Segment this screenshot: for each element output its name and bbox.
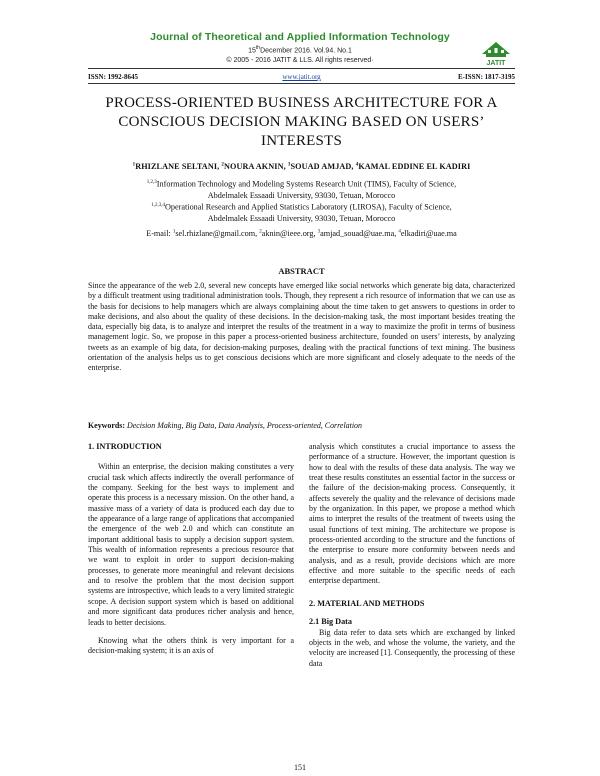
author-list: $^1$RHIZLANE SELTANI, $^2$NOURA AKNIN, $^3$SOUAD AMJAD, $^4$KAMAL EDDINE EL KADIRI [132,162,471,171]
paragraph: Big data refer to data sets which are exchanged by linked objects in the web, and whose the volume, the variety, and the velocity are increased [1]. Consequently, the processing of these data [309,627,515,668]
right-column [309,442,515,669]
paragraph: Knowing what the others think is very important for a decision-making system; it is an axis of [88,635,294,656]
section-heading-introduction: 1. INTRODUCTION [88,442,162,451]
abstract-heading: ABSTRACT [278,266,325,276]
paragraph: analysis which constitutes a crucial importance to assess the performance of a structure. However, the important question is how to deal with the results of these data analysis. The way we treat these results constitutes an essential factor in the success or the failure of the decision-making process. Consequently, it affects severely the quality and the relevance of decisions made by the organization. In this paper, we propose a method which aims to interpret the results of the treatment of tweets using the usual functions of text mining. The architecture we propose is process-oriented according to the structure and the functions of the enterprise to ensure more conformity between needs and analysis, and as a result, provide decisions which are more effective and more suitable to the specific needs of each enterprise department. [309,442,515,586]
affiliation-2: $^{1,2,3,4}$Operational Research and Applied Statistics Laboratory (LIROSA), Faculty of Science, Abdelmalek Essaadi University, 93030, Tetuan, Morocco [151,202,452,223]
eissn: E-ISSN: 1817-3195 [458,73,515,81]
keywords: Keywords: Decision Making, Big Data, Data Analysis, Process-oriented, Correlation [88,421,362,430]
email-line: E-mail: $^1$sel.rhizlane@gmail.com, $^2$aknin@ieee.org, $^3$amjad_souad@uae.ma, $^4$elkadiri@uae.ma [146,229,457,238]
header-rule-bottom [88,83,515,84]
paragraph: Within an enterprise, the decision making constitutes a very crucial task which affects indirectly the overall performance of the company. Seeking for the best ways to implement and operate this process is a necessary mission. On the other hand, a massive mass of a variety of data is produced each day due to the appearance of a large range of applications that accompanied the emergence of the web 2.0 and which can constitute an important additional basis to supply a decision support system. This wealth of information represents a precious resource that we want to exploit in order to support decision-making processes, to generate more meaningful and relevant decisions and to resolve the problem that the most decision support systems are introspective, which leads to a very limited strategic scope. A decision support system which is based on additional and more significant data produces richer analysis and hence, leads to better decisions. [88,462,294,627]
journal-url-link[interactable]: www.jatit.org [282,73,321,81]
section-heading-methods: 2. MATERIAL AND METHODS [309,598,425,608]
subsection-heading-big-data: 2.1 Big Data [309,617,352,627]
paper-title: PROCESS-ORIENTED BUSINESS ARCHITECTURE FOR A CONSCIOUS DECISION MAKING BASED ON USERS’ INTERESTS [105,95,498,149]
issn: ISSN: 1992-8645 [88,73,138,81]
page-number: 151 [294,763,306,772]
abstract-text: Since the appearance of the web 2.0, several new concepts have emerged like social networks which generate big data, characterized by a difficult treatment using traditional administration tools. Though, they represent a rich resource of information that we can use as the basis for decisions to help managers which are always complaining about the time taken to get answers to questions in order to make decisions, and also about the quality of these decisions. In the decision-making task, the most important besides treating the data, especially big data, is to analyze and interpret the results of the treatment in a way to maximize the profit in terms of business management logic. So, we propose in this paper a process-oriented business architecture, founded on users’ interests, by analyzing tweets as an example of big data, for decision-making purposes, dealing with the practical functions of text mining. The business orientation of the analysis helps us to get conscious decisions which are more significant and closely adequate to the needs of the enterprise. [88,281,515,373]
volume-line: 15thDecember 2016. Vol.94. No.1 [248,45,352,55]
header-rule-top [88,68,515,69]
affiliation-1: $^{1,2,3}$Information Technology and Modeling Systems Research Unit (TIMS), Faculty of Science, Abdelmalek Essaadi University, 93030, Tetuan, Morocco [146,179,457,200]
left-column [88,442,294,657]
journal-title: Journal of Theoretical and Applied Information Technology [150,31,450,43]
copyright-line: © 2005 - 2016 JATIT & LLS. All rights reserved· [226,57,374,64]
logo-text: JATIT [486,60,506,67]
jatit-logo [478,38,514,68]
